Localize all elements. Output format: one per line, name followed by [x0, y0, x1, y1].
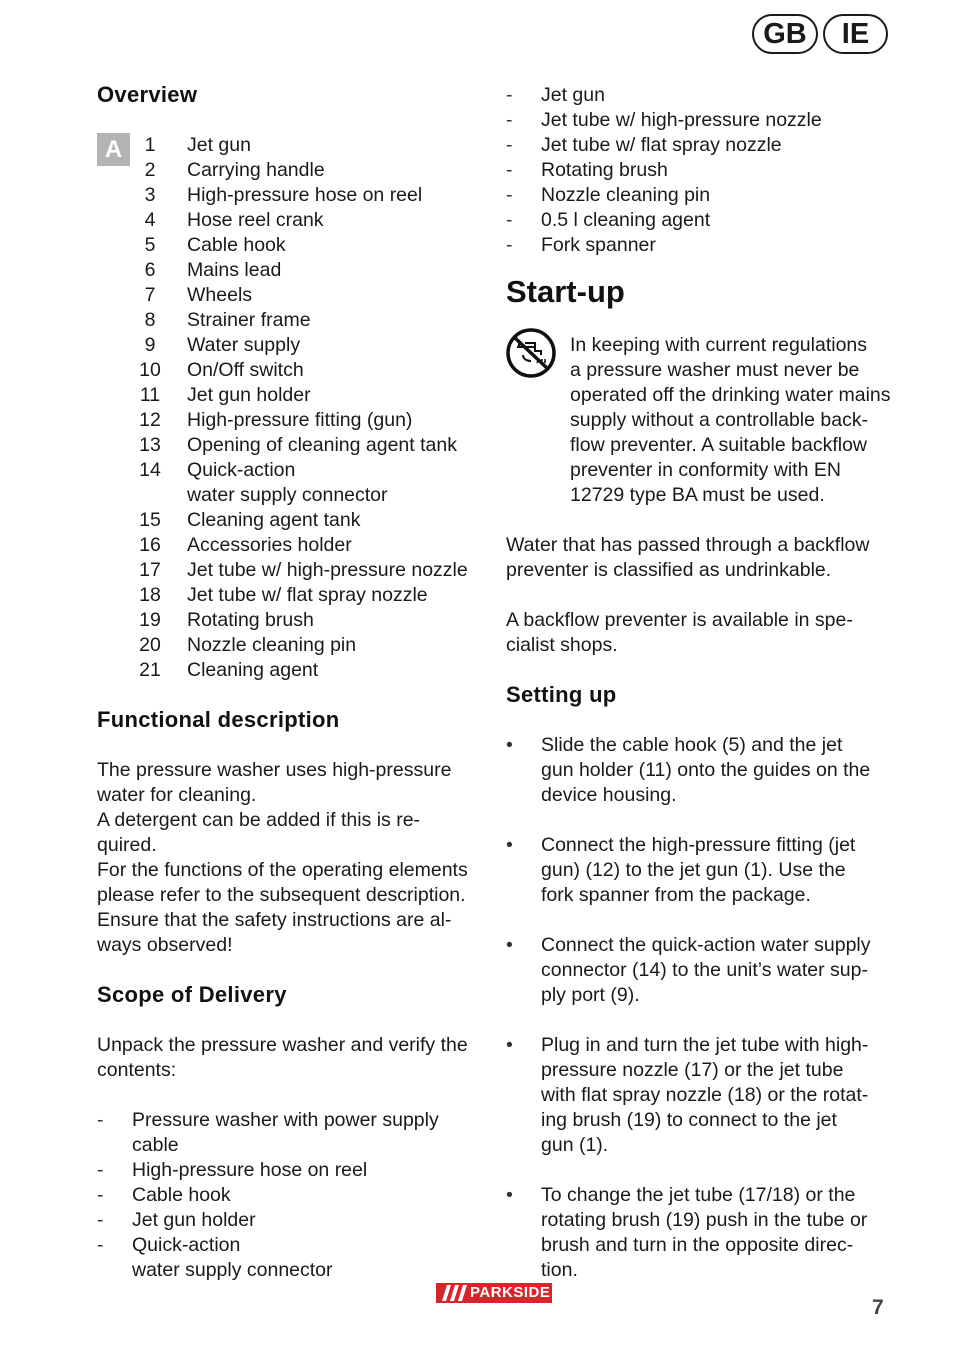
- functional-heading: Functional description: [97, 707, 340, 732]
- bullet-icon: •: [506, 734, 513, 756]
- setting-up-line: with flat spray nozzle (18) or the rotat-: [541, 1084, 869, 1106]
- setting-up-line: To change the jet tube (17/18) or the: [541, 1184, 856, 1206]
- overview-item-label: Quick-action: [187, 459, 296, 481]
- scope-item-dash: -: [506, 134, 513, 156]
- overview-item-label: Jet tube w/ high-pressure nozzle: [187, 559, 468, 581]
- scope-item-label: Pressure washer with power supply: [132, 1109, 439, 1131]
- overview-item-number: 11: [139, 384, 161, 406]
- bullet-icon: •: [506, 834, 513, 856]
- backflow-line: cialist shops.: [506, 634, 618, 656]
- overview-item-number: 16: [139, 534, 161, 556]
- overview-item-label: Strainer frame: [187, 309, 311, 331]
- overview-item-number: 15: [139, 509, 161, 531]
- overview-item-label: Rotating brush: [187, 609, 314, 631]
- scope-item-dash: -: [97, 1109, 104, 1131]
- parkside-logo: [436, 1283, 552, 1303]
- startup-heading: Start-up: [506, 274, 625, 309]
- scope-item-dash: -: [506, 109, 513, 131]
- functional-line: ways observed!: [97, 934, 233, 956]
- scope-item-dash: -: [506, 209, 513, 231]
- overview-item-number: 19: [139, 609, 161, 631]
- scope-item-dash: -: [97, 1159, 104, 1181]
- scope-item-dash: -: [97, 1209, 104, 1231]
- warning-line: operated off the drinking water mains: [570, 384, 891, 406]
- setting-up-line: ply port (9).: [541, 984, 640, 1006]
- overview-item-label: Nozzle cleaning pin: [187, 634, 357, 656]
- overview-item-label: Cleaning agent: [187, 659, 319, 681]
- scope-item-label: Quick-action: [132, 1234, 241, 1256]
- overview-item-label: Jet tube w/ flat spray nozzle: [187, 584, 428, 606]
- scope-item-dash: -: [97, 1184, 104, 1206]
- warning-line: flow preventer. A suitable backflow: [570, 434, 868, 456]
- functional-line: Ensure that the safety instructions are al-: [97, 909, 452, 931]
- overview-item-number: 4: [144, 209, 156, 231]
- overview-item-number: 9: [144, 334, 156, 356]
- overview-item-label: High-pressure fitting (gun): [187, 409, 413, 431]
- setting-up-line: fork spanner from the package.: [541, 884, 811, 906]
- overview-item-label: Cable hook: [187, 234, 286, 256]
- scope-item-dash: -: [506, 84, 513, 106]
- scope-item-label: Jet gun holder: [132, 1209, 256, 1231]
- overview-item-label: Jet gun holder: [187, 384, 311, 406]
- setting-up-line: gun holder (11) onto the guides on the: [541, 759, 871, 781]
- setting-up-line: Connect the quick-action water supply: [541, 934, 871, 956]
- overview-item-number: 14: [139, 459, 161, 481]
- setting-up-line: Slide the cable hook (5) and the jet: [541, 734, 843, 756]
- overview-item-number: 20: [139, 634, 161, 656]
- overview-item-label: Opening of cleaning agent tank: [187, 434, 457, 456]
- overview-item-label: Jet gun: [187, 134, 251, 156]
- scope-item-label: Fork spanner: [541, 234, 656, 256]
- overview-item-number: 3: [144, 184, 156, 206]
- setting-up-line: Plug in and turn the jet tube with high-: [541, 1034, 869, 1056]
- scope-item-label: Cable hook: [132, 1184, 231, 1206]
- setting-up-line: gun) (12) to the jet gun (1). Use the: [541, 859, 846, 881]
- setting-up-heading: Setting up: [506, 682, 617, 707]
- lang-badge-gb: GB: [752, 14, 818, 54]
- scope-item-label: water supply connector: [132, 1259, 333, 1281]
- figure-badge: A: [97, 133, 130, 166]
- overview-item-number: 8: [144, 309, 156, 331]
- overview-item-number: 5: [144, 234, 156, 256]
- warning-line: preventer in conformity with EN: [570, 459, 841, 481]
- overview-item-label: Carrying handle: [187, 159, 325, 181]
- overview-item-label-cont: water supply connector: [187, 484, 388, 506]
- scope-intro-line: Unpack the pressure washer and verify the: [97, 1034, 468, 1056]
- setting-up-line: rotating brush (19) push in the tube or: [541, 1209, 868, 1231]
- scope-item-dash: -: [506, 159, 513, 181]
- overview-item-number: 2: [144, 159, 156, 181]
- logo-wordmark: PARKSIDE: [470, 1284, 551, 1301]
- overview-item-label: High-pressure hose on reel: [187, 184, 423, 206]
- scope-item-dash: -: [97, 1234, 104, 1256]
- bullet-icon: •: [506, 1034, 513, 1056]
- overview-item-label: Accessories holder: [187, 534, 352, 556]
- functional-line: please refer to the subsequent description.: [97, 884, 466, 906]
- setting-up-line: Connect the high-pressure fitting (jet: [541, 834, 856, 856]
- overview-item-number: 1: [144, 134, 156, 156]
- scope-item-dash: -: [506, 234, 513, 256]
- scope-item-label: Rotating brush: [541, 159, 668, 181]
- overview-item-label: On/Off switch: [187, 359, 304, 381]
- warning-line: 12729 type BA must be used.: [570, 484, 825, 506]
- page-number: 7: [872, 1296, 884, 1319]
- overview-item-label: Cleaning agent tank: [187, 509, 361, 531]
- scope-item-label: Nozzle cleaning pin: [541, 184, 711, 206]
- overview-item-number: 18: [139, 584, 161, 606]
- warning-line: In keeping with current regulations: [570, 334, 868, 356]
- backflow-line: preventer is classified as undrinkable.: [506, 559, 832, 581]
- bullet-icon: •: [506, 1184, 513, 1206]
- setting-up-line: device housing.: [541, 784, 677, 806]
- setting-up-line: connector (14) to the unit’s water sup-: [541, 959, 868, 981]
- setting-up-line: pressure nozzle (17) or the jet tube: [541, 1059, 844, 1081]
- backflow-line: A backflow preventer is available in spe-: [506, 609, 853, 631]
- setting-up-line: gun (1).: [541, 1134, 609, 1156]
- scope-item-label: cable: [132, 1134, 179, 1156]
- warning-line: a pressure washer must never be: [570, 359, 860, 381]
- overview-item-number: 12: [139, 409, 161, 431]
- lang-badge-ie: IE: [823, 14, 888, 54]
- overview-item-number: 21: [139, 659, 161, 681]
- overview-item-label: Wheels: [187, 284, 253, 306]
- overview-item-label: Mains lead: [187, 259, 282, 281]
- setting-up-line: brush and turn in the opposite direc-: [541, 1234, 854, 1256]
- scope-item-label: Jet tube w/ flat spray nozzle: [541, 134, 782, 156]
- overview-item-label: Water supply: [187, 334, 301, 356]
- overview-item-number: 17: [139, 559, 161, 581]
- setting-up-line: tion.: [541, 1259, 578, 1281]
- overview-item-number: 10: [139, 359, 161, 381]
- setting-up-line: ing brush (19) to connect to the jet: [541, 1109, 837, 1131]
- scope-item-label: Jet tube w/ high-pressure nozzle: [541, 109, 822, 131]
- functional-line: A detergent can be added if this is re-: [97, 809, 421, 831]
- warning-line: supply without a controllable back-: [570, 409, 869, 431]
- functional-line: quired.: [97, 834, 157, 856]
- backflow-line: Water that has passed through a backflow: [506, 534, 870, 556]
- scope-item-dash: -: [506, 184, 513, 206]
- overview-item-number: 6: [144, 259, 156, 281]
- functional-line: water for cleaning.: [97, 784, 257, 806]
- overview-heading: Overview: [97, 82, 198, 107]
- overview-item-number: 13: [139, 434, 161, 456]
- scope-item-label: 0.5 l cleaning agent: [541, 209, 711, 231]
- bullet-icon: •: [506, 934, 513, 956]
- scope-intro-line: contents:: [97, 1059, 177, 1081]
- logo-stripes-icon: [441, 1283, 469, 1303]
- scope-item-label: Jet gun: [541, 84, 605, 106]
- no-drinking-water-connection-icon: [505, 327, 557, 379]
- functional-line: For the functions of the operating elements: [97, 859, 468, 881]
- overview-item-number: 7: [144, 284, 156, 306]
- overview-item-label: Hose reel crank: [187, 209, 324, 231]
- scope-item-label: High-pressure hose on reel: [132, 1159, 368, 1181]
- scope-heading: Scope of Delivery: [97, 982, 287, 1007]
- functional-line: The pressure washer uses high-pressure: [97, 759, 452, 781]
